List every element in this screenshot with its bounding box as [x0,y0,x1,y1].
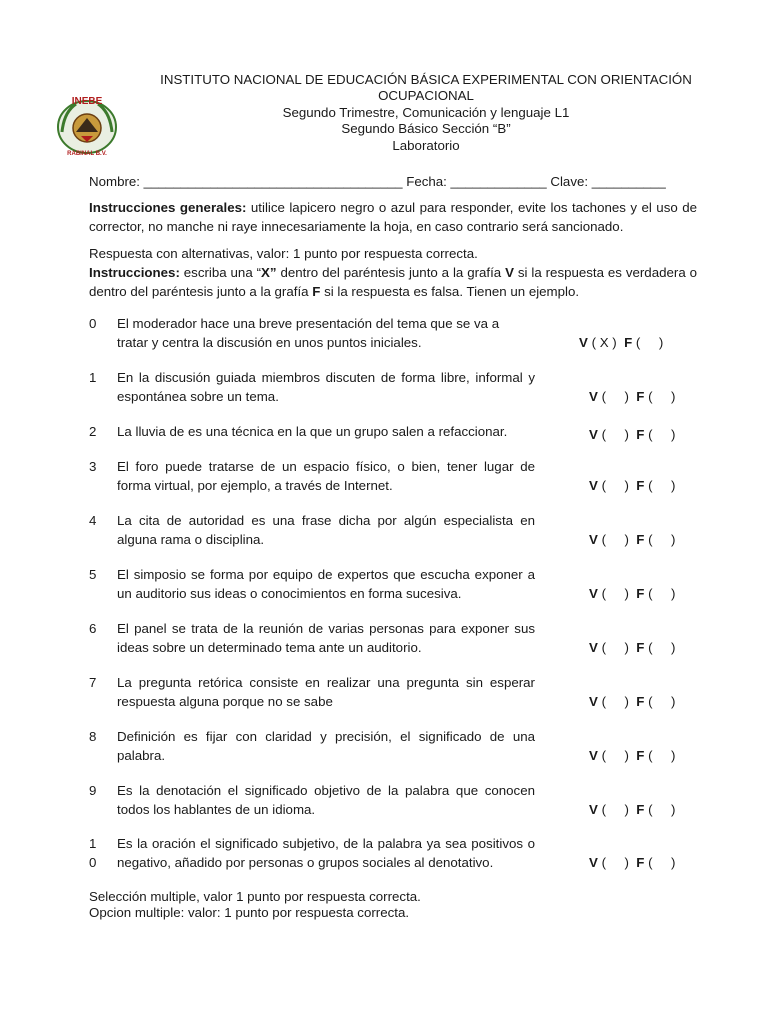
false-box: ( ) [632,335,667,350]
question-row [89,834,697,872]
true-box: ( ) [597,640,633,655]
true-false-answer[interactable] [589,638,679,657]
true-label: V [589,532,598,547]
true-label: V [589,748,598,763]
question-row [89,565,697,603]
question-number: 7 [89,675,97,690]
question-number: 4 [89,513,97,528]
false-label: F [636,427,645,442]
section3-title: Opcion multiple: valor: 1 punto por respuesta correcta. [89,905,410,920]
question-number: 9 [89,783,97,798]
question-text: El moderador hace una breve presentación del tema que se va a tratar y centra la discusión en unos puntos iniciales. [117,316,500,350]
false-label: F [636,855,645,870]
false-box: ( ) [644,855,680,870]
false-label: F [636,694,645,709]
question-text: El simposio se forma por equipo de expertos que escucha exponer a un auditorio sus ideas o conocimientos en forma sucesiva. [117,567,535,601]
false-label: F [636,532,645,547]
true-box: ( ) [597,802,633,817]
true-false-answer[interactable] [589,530,679,549]
false-label: F [636,802,645,817]
general-instructions [89,198,697,236]
false-box: ( ) [644,586,680,601]
question-row [89,457,697,495]
true-label: V [589,427,598,442]
section1-instructions: Instrucciones: escriba una “X” dentro del paréntesis junto a la grafía V si la respuesta es verdadera o dentro del paréntesis junto a la grafía F si la respuesta es falsa. Tienen un ejemplo. [89,265,698,299]
true-label: V [589,640,598,655]
true-false-answer[interactable] [589,387,679,406]
question-row [89,422,697,441]
course-line: Segundo Trimestre, Comunicación y lenguaje L1 [282,104,570,120]
false-label: F [636,640,645,655]
true-box: ( ) [597,586,633,601]
section1-intro [89,244,697,301]
true-label: V [579,335,588,350]
true-box: ( ) [597,694,633,709]
general-instructions-text: utilice lapicero negro o azul para responder, evite los tachones y el uso de corrector, no manche ni raye innecesariamente la hoja, en caso contrario será sancionado. [89,200,697,234]
false-box: ( ) [644,389,680,404]
true-false-answer[interactable] [589,800,679,819]
question-row [89,673,697,711]
false-box: ( ) [644,427,680,442]
question-row [89,368,697,406]
false-box: ( ) [644,694,680,709]
true-box: ( X ) [587,335,621,350]
true-false-answer[interactable] [589,584,679,603]
false-label: F [636,389,645,404]
true-box: ( ) [597,389,633,404]
true-label: V [589,802,598,817]
false-label: F [636,478,645,493]
question-number: 3 [89,459,97,474]
institute-name: INSTITUTO NACIONAL DE EDUCACIÓN BÁSICA EXPERIMENTAL CON ORIENTACIÓN [160,72,692,87]
section1-title: Respuesta con alternativas, valor: 1 punto por respuesta correcta. [89,246,478,261]
false-box: ( ) [644,532,680,547]
question-row [89,727,697,765]
false-box: ( ) [644,802,680,817]
true-label: V [589,586,598,601]
question-text: Es la denotación el significado objetivo de la palabra que conocen todos los hablantes de un idioma. [117,783,535,817]
question-number: 5 [89,567,97,582]
name-date-key-line: Nombre: ___________________________________ Fecha: _____________ Clave: __________ [89,174,666,189]
question-number: 2 [89,424,97,439]
false-label: F [624,335,633,350]
question-text: Definición es fijar con claridad y precisión, el significado de una palabra. [117,729,535,763]
question-text: La cita de autoridad es una frase dicha por algún especialista en alguna rama o disciplina. [117,513,535,547]
question-row [89,619,697,657]
true-false-answer[interactable] [579,333,667,352]
section2-title: Selección multiple, valor 1 punto por respuesta correcta. [89,889,421,904]
false-box: ( ) [644,478,680,493]
false-box: ( ) [644,640,680,655]
true-label: V [589,694,598,709]
question-number: 1 [89,370,97,385]
svg-text:RABINAL B.V.: RABINAL B.V. [67,151,107,157]
true-label: V [589,389,598,404]
question-row [89,781,697,819]
grade-line: Segundo Básico Sección “B” [341,121,511,137]
question-text: La pregunta retórica consiste en realizar una pregunta sin esperar respuesta alguna porque no se sabe [117,675,535,709]
question-text: Es la oración el significado subjetivo, de la palabra ya sea positivos o negativo, añadido por personas o grupos sociales al denotativo. [117,836,535,870]
question-text: En la discusión guiada miembros discuten de forma libre, informal y espontánea sobre un tema. [117,370,535,404]
question-text: El foro puede tratarse de un espacio físico, o bien, tener lugar de forma virtual, por ejemplo, a través de Internet. [117,459,535,493]
institute-name-cont: OCUPACIONAL [378,88,474,104]
true-box: ( ) [597,532,633,547]
question-number: 1 0 [89,836,97,870]
question-text: El panel se trata de la reunión de varias personas para exponer sus ideas sobre un determinado tema ante un auditorio. [117,621,535,655]
true-false-answer[interactable] [589,476,679,495]
false-label: F [636,748,645,763]
question-row [89,511,697,549]
document-type: Laboratorio [392,137,460,153]
question-row [89,314,697,352]
true-box: ( ) [597,855,633,870]
true-false-answer[interactable] [589,425,679,444]
true-label: V [589,478,598,493]
school-logo [54,92,120,158]
true-box: ( ) [597,748,633,763]
true-false-answer[interactable] [589,853,679,872]
true-false-answer[interactable] [589,746,679,765]
false-box: ( ) [644,748,680,763]
document-header [120,72,732,154]
general-instructions-label: Instrucciones generales: [89,200,247,215]
true-box: ( ) [597,478,633,493]
question-number: 8 [89,729,97,744]
false-label: F [636,586,645,601]
question-number: 0 [89,316,97,331]
true-label: V [589,855,598,870]
true-box: ( ) [597,427,633,442]
question-text: La lluvia de es una técnica en la que un grupo salen a refaccionar. [117,424,508,439]
question-number: 6 [89,621,97,636]
true-false-answer[interactable] [589,692,679,711]
svg-text:INEBE: INEBE [71,96,103,107]
